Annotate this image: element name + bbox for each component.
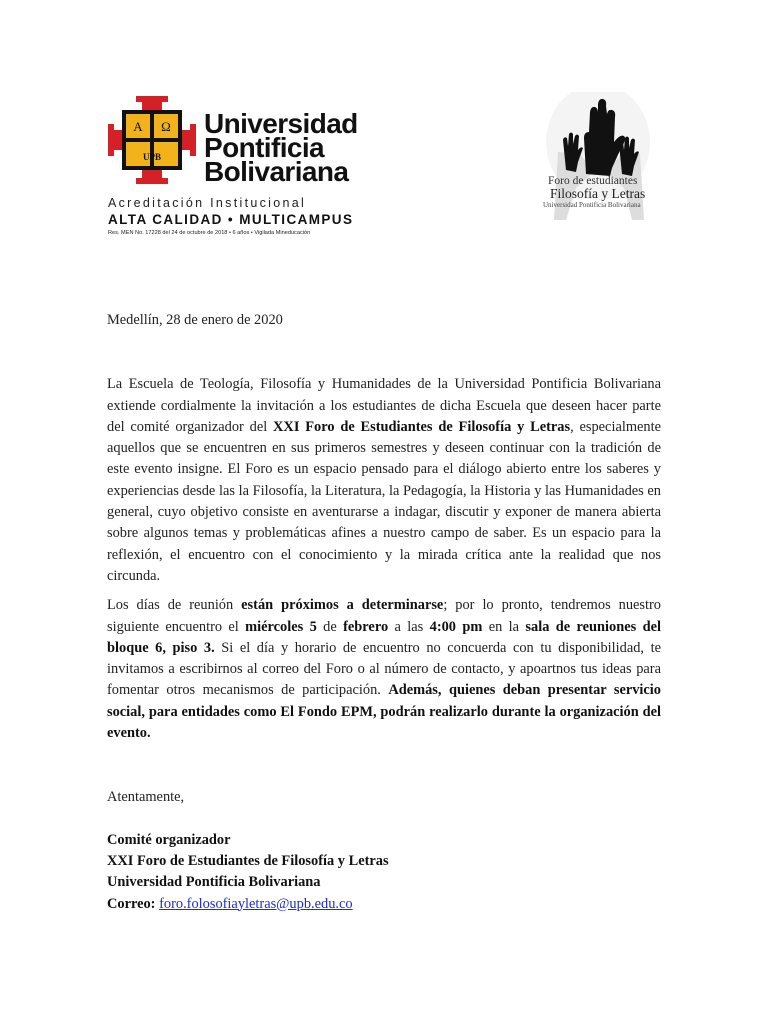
university-name-line-3: Bolivariana: [204, 156, 349, 187]
email-label: Correo:: [107, 895, 156, 912]
signature-line-1: Comité organizador: [107, 831, 231, 848]
signature-line-3: Universidad Pontificia Bolivariana: [107, 874, 321, 891]
letter-date: Medellín, 28 de enero de 2020: [107, 312, 283, 328]
meetings-bold-pending: están próximos a determinarse: [241, 597, 444, 614]
forum-logo: [536, 92, 662, 220]
email-link[interactable]: foro.folosofiayletras@upb.edu.co: [159, 895, 353, 912]
paragraph-invitation-text-continued: , especialmente aquellos que se encuentren en sus primeros semestres y deseen continuar con la tradición de este evento insigne. El Foro es un espacio pensado para el diálogo abierto entre los saberes y experiencias desde las la Filosofía, la Literatura, la Pedagogía, la Historia y las Humanidades en general, cuyo objetivo consiste en aventurarse a indagar, discutir y exponer de manera abierta sobre algunos temas y problemáticas afines a nuestro campo de saber. Es un espacio para la reflexión, el encuentro con el conocimiento y la mirada crítica ante la realidad que nos circunda.: [107, 418, 661, 584]
shield-letter-upb: UPB: [143, 152, 161, 162]
meetings-text: Los días de reunión: [107, 597, 242, 614]
university-shield-icon: [108, 96, 196, 184]
meeting-day: miércoles 5: [245, 618, 317, 635]
accreditation-line-2: ALTA CALIDAD • MULTICAMPUS: [108, 212, 354, 227]
accreditation-resolution: Res. MEN No. 17228 del 24 de octubre de 2018 • 6 años • Vigilada Mineducación: [108, 230, 311, 236]
signature-line-2: XXI Foro de Estudiantes de Filosofía y Letras: [107, 852, 389, 869]
shield-letter-omega: Ω: [161, 119, 171, 134]
meeting-month: febrero: [343, 618, 389, 635]
paragraph-invitation-text: La Escuela de Teología, Filosofía y Humanidades de la Universidad Pontificia Bolivariana extiende cordialmente la invitación a los estudiantes de dicha Escuela que deseen hacer parte del comité organizador del: [107, 376, 661, 435]
university-name-line-1: Universidad: [204, 108, 358, 139]
forum-logo-line-2: Filosofía y Letras: [550, 186, 646, 201]
meetings-text: a las: [388, 618, 430, 635]
shield-letter-alpha: A: [133, 119, 143, 134]
paragraph-meetings: [107, 595, 661, 744]
paragraph-invitation: [107, 374, 661, 587]
forum-logo-line-1: Foro de estudiantes: [548, 175, 638, 187]
forum-name-bold: XXI Foro de Estudiantes de Filosofía y Letras: [273, 418, 571, 435]
forum-logo-line-3: Universidad Pontificia Bolivariana: [543, 201, 641, 209]
university-name-line-2: Pontificia: [204, 132, 325, 163]
closing: Atentamente,: [107, 789, 185, 806]
signature-email-line: [107, 894, 661, 915]
letter-body: [107, 310, 661, 915]
meeting-time: 4:00 pm: [429, 618, 483, 635]
meetings-text: Si el día y horario de encuentro no concuerda con tu disponibilidad, te invitamos a escribirnos al correo del Foro o al número de contacto, y apoartnos tus ideas para fomentar otros mecanismos de participación.: [107, 639, 661, 699]
meetings-text: de: [316, 618, 344, 635]
social-service-note: Además, quienes deban presentar servicio social, para entidades como El Fondo EPM, podrán realizarlo durante la organización del evento.: [107, 682, 661, 742]
meeting-location: sala de reuniones del bloque 6, piso 3.: [107, 618, 661, 656]
accreditation-line-1: Acreditación Institucional: [108, 196, 307, 210]
meetings-text: en la: [482, 618, 526, 635]
meetings-text: ; por lo pronto, tendremos nuestro siguiente encuentro el: [107, 597, 662, 635]
